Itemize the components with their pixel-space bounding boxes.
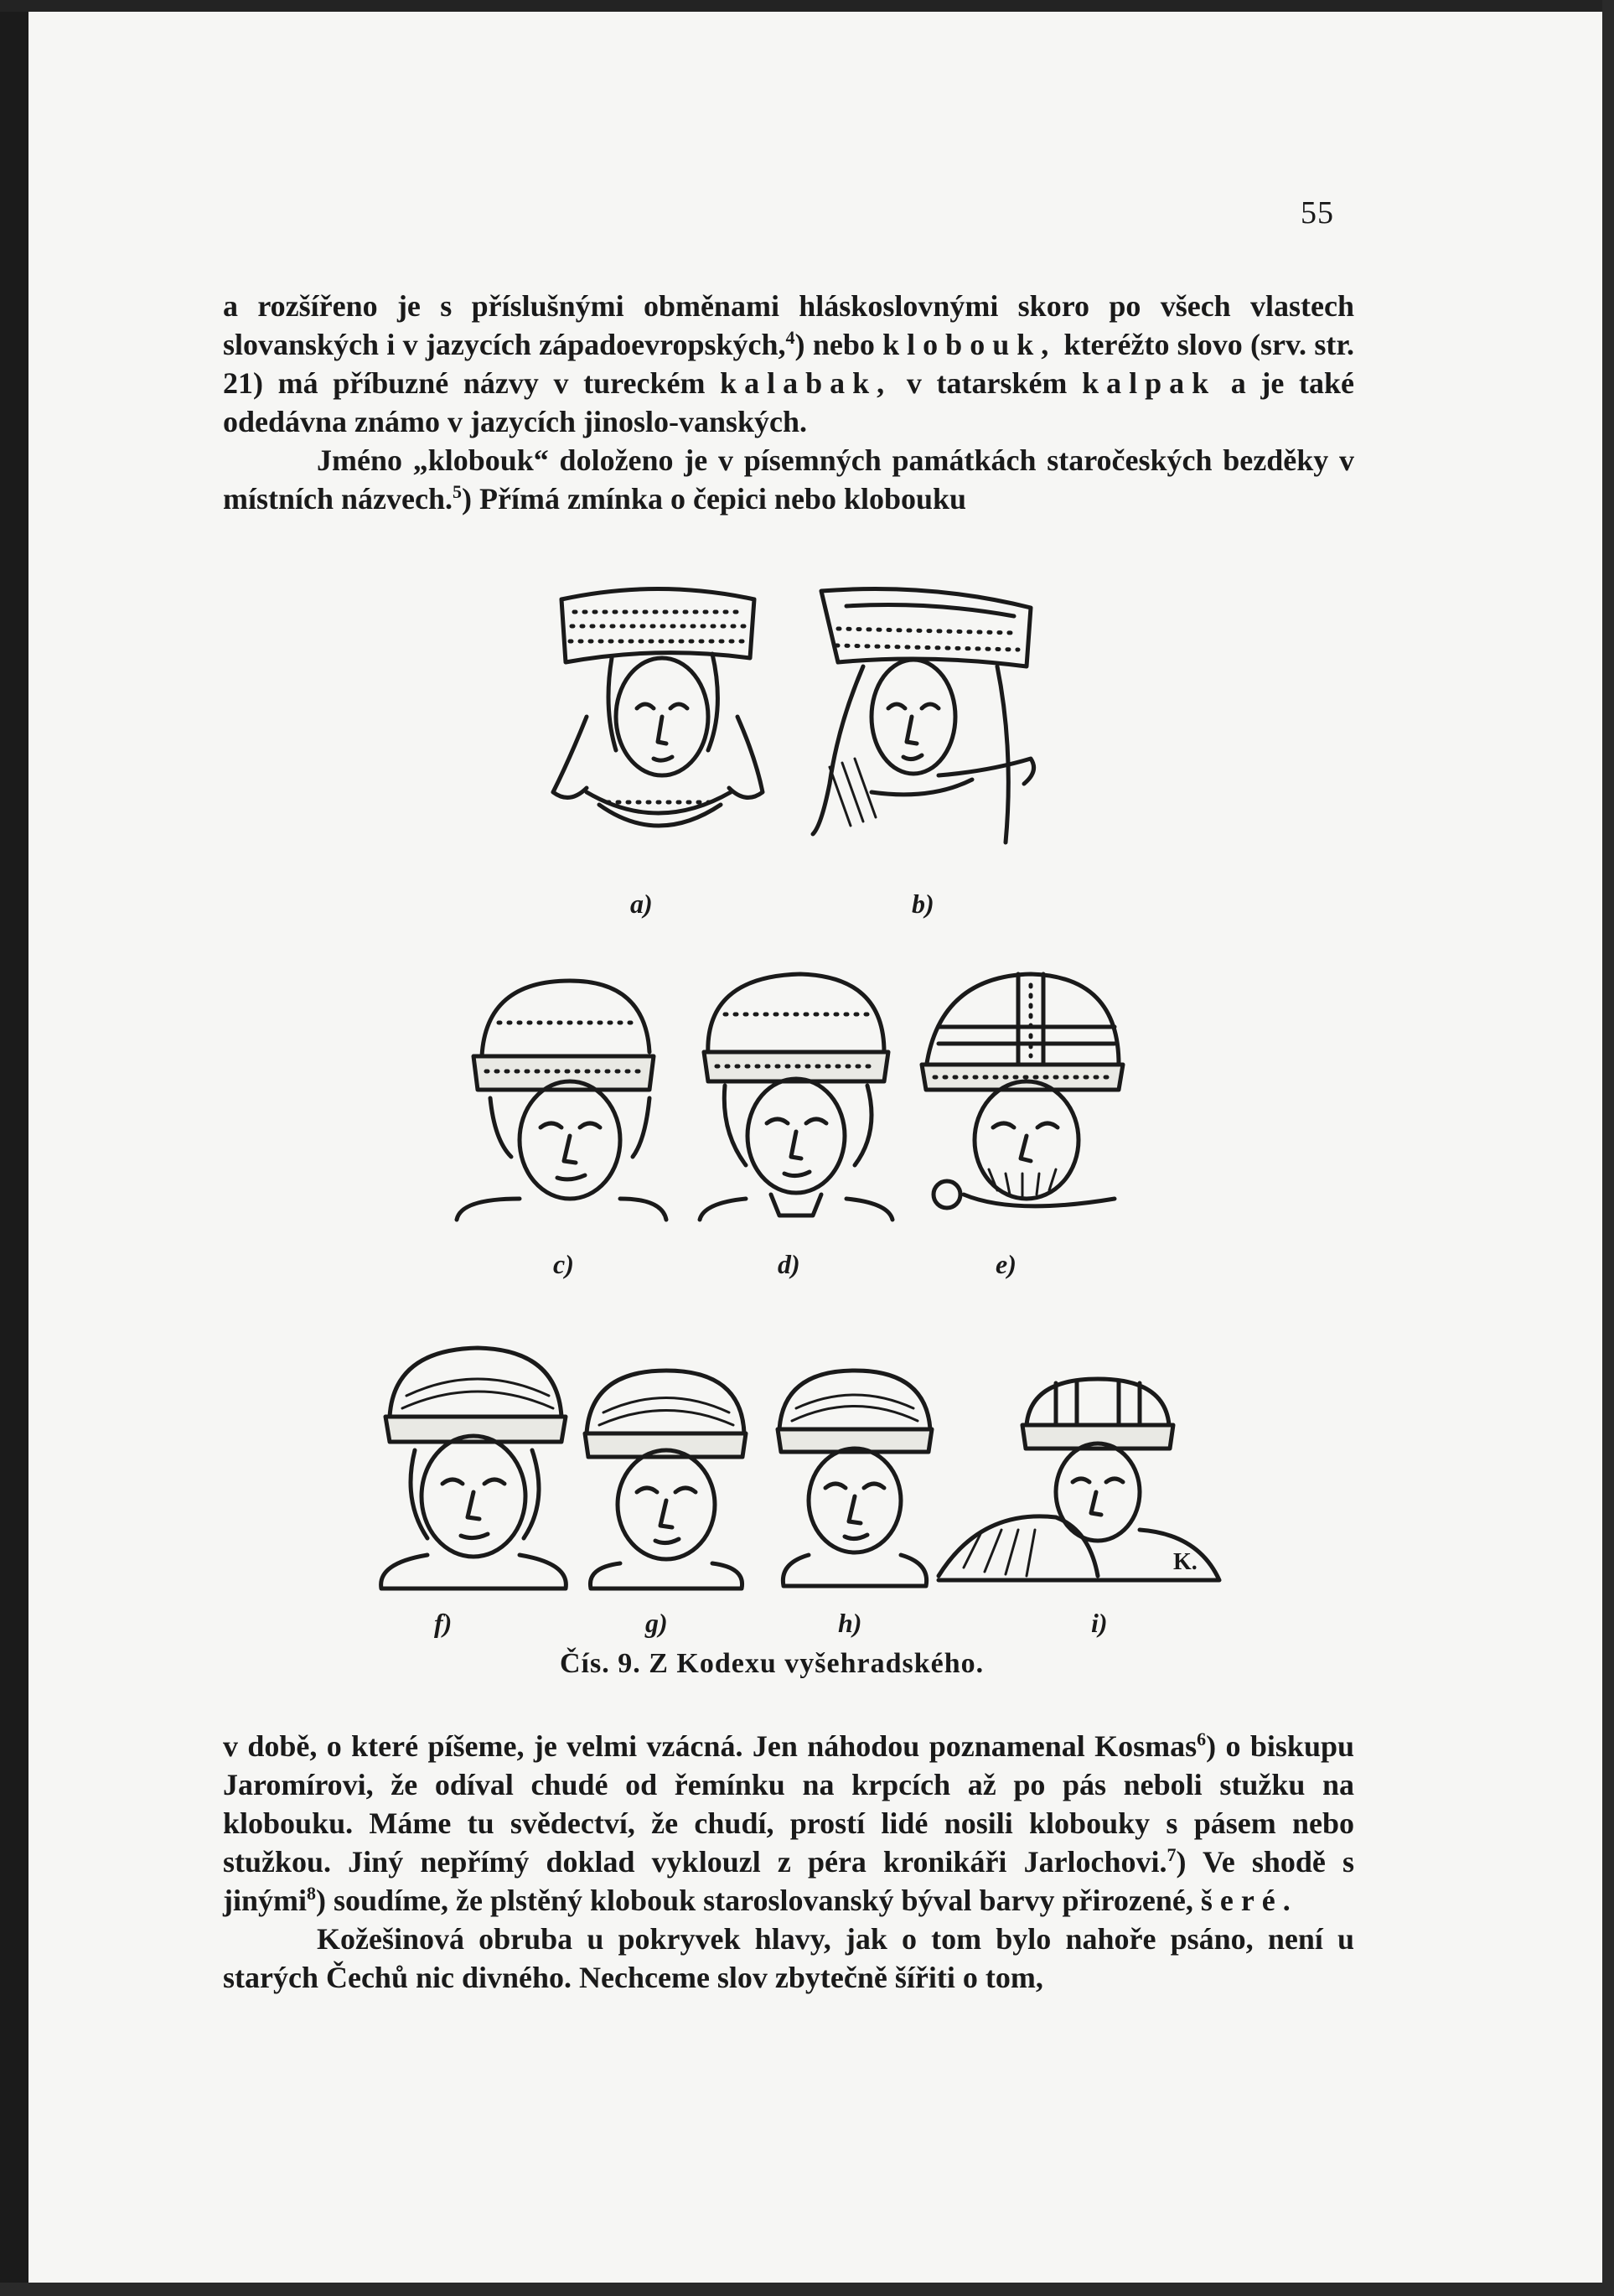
spaced-word: kalabak, xyxy=(720,366,892,400)
scan-bottom-edge xyxy=(0,2283,1614,2296)
text-line: v tatarském xyxy=(906,366,1068,400)
hat-figure-f-drawing xyxy=(369,1341,587,1593)
text-line: Kožešinová obruba u pokryvek hlavy, jak o tom bylo nahoře psáno, xyxy=(317,1922,1254,1956)
text-line: nebo xyxy=(812,328,875,361)
footnote-ref: 5 xyxy=(453,481,462,502)
figure-label-g: g) xyxy=(645,1608,668,1638)
paragraph-origin: a rozšířeno je s příslušnými obměnami hláskoslovnými skoro po všech vlastech slovanských i v jazycích západoevropských,$^4$) nebo klobouk, kteréžto slovo (srv. str. 21) má příbuzné názvy v tureckém kalabak, v tatarském kalpak a je také odedávna známo v jazycích jinoslo-vanských. xyxy=(223,289,1355,438)
paragraph-fur xyxy=(223,1920,1354,1997)
figure-i xyxy=(930,1375,1223,1593)
figure-e xyxy=(913,964,1131,1224)
figure-a xyxy=(536,583,779,851)
figure-g xyxy=(578,1366,754,1593)
figure-label-i: i) xyxy=(1091,1608,1108,1638)
text-line: Ve shodě s jinými xyxy=(223,1845,1355,1917)
page-number: 55 xyxy=(1301,195,1334,231)
text-line: a je také odedávna známo v jazycích jinoslo- xyxy=(223,366,1355,438)
figure-label-h: h) xyxy=(838,1608,862,1638)
scan-right-edge xyxy=(1602,0,1614,2296)
figure-f xyxy=(369,1341,587,1593)
scan-top-edge xyxy=(0,0,1614,12)
spaced-word: šeré. xyxy=(1200,1884,1298,1917)
text-line: Jméno „klobouk“ doloženo je v písemných památkách staročeských xyxy=(317,443,1213,477)
figure-label-b: b) xyxy=(912,889,934,919)
figure-d xyxy=(687,964,905,1224)
figure-label-e: e) xyxy=(996,1249,1017,1279)
footnote-ref: 8 xyxy=(307,1883,317,1904)
text-line: prostí lidé nosili klobouky s pásem nebo stužkou. Jiný nepřímý doklad xyxy=(223,1806,1355,1879)
scan-left-edge xyxy=(0,0,28,2296)
spaced-word: kalpak xyxy=(1082,366,1217,400)
figure-h xyxy=(771,1366,939,1593)
text-line: vyklouzl z péra kronikáři Jarlochovi. xyxy=(651,1845,1167,1879)
hat-figure-g-drawing xyxy=(578,1366,754,1593)
text-line: Přímá zmínka o čepici nebo klobouku xyxy=(479,482,967,516)
text-line: kteréžto slovo (srv. str. 21) má příbuzné názvy v tureckém xyxy=(223,328,1354,400)
text-line: vanských. xyxy=(679,405,808,438)
hat-figure-e-drawing xyxy=(913,964,1131,1224)
figure-b xyxy=(804,583,1048,851)
paragraph-name: Jméno „klobouk“ doloženo je v písemných památkách staročeských bezděky v místních názvech.$^5$) Přímá zmínka o čepici nebo klobouku xyxy=(223,443,1354,516)
text-line: vlastech slovanských i v jazycích západoevropských, xyxy=(223,289,1355,361)
figure-label-a: a) xyxy=(630,889,653,919)
paragraph-kosmas: v době, o které píšeme, je velmi vzácná. Jen náhodou poznamenal Kosmas$^6$) o biskupu Jaromírovi, že odíval chudé od řemínku na krpcích až po pás neboli stužku na klobouku. Máme tu svědectví, že chudí, prostí lidé nosili klobouky s pásem nebo stužkou. Jiný nepřímý doklad vyklouzl z péra kronikáři Jarlochovi.$^7$) Ve shodě s jinými$^8$) soudíme, že plstěný klobouk staroslovanský býval barvy přirozené, šeré. xyxy=(223,1728,1355,1917)
hat-figure-d-drawing xyxy=(687,964,905,1224)
text-line: až po pás neboli stužku na klobouku. Máme tu svědectví, že chudí, xyxy=(223,1768,1355,1840)
footnote-ref: 7 xyxy=(1167,1844,1177,1865)
hat-figure-a-drawing xyxy=(536,583,779,851)
figure-label-d: d) xyxy=(778,1249,800,1279)
footnote-ref: 4 xyxy=(785,327,795,348)
figure-label-c: c) xyxy=(553,1249,574,1279)
spaced-word: klobouk, xyxy=(882,328,1057,361)
hat-figure-c-drawing xyxy=(453,972,670,1224)
artist-signature: K. xyxy=(1173,1549,1198,1575)
figure-c xyxy=(453,972,670,1224)
hat-figure-h-drawing xyxy=(771,1366,939,1593)
text-line: není u starých Čechů nic divného. Nechceme slov zbytečně šířiti o tom, xyxy=(223,1922,1355,1994)
text-line: v době, o které píšeme, je velmi vzácná. Jen náhodou poznamenal xyxy=(223,1729,1085,1763)
bottom-paragraphs xyxy=(223,1727,1354,1997)
text-line: Kosmas xyxy=(1094,1729,1198,1763)
text-line: bezděky v místních názvech. xyxy=(223,443,1354,516)
top-paragraphs xyxy=(223,287,1354,518)
text-line: o biskupu Jaromírovi, že odíval chudé od řemínku na krpcích xyxy=(223,1729,1355,1801)
figure-label-f: f) xyxy=(434,1608,453,1638)
text-line: a rozšířeno je s příslušnými obměnami hláskoslovnými skoro po všech xyxy=(223,289,1231,323)
hat-figure-b-drawing xyxy=(804,583,1048,851)
footnote-ref: 6 xyxy=(1197,1728,1207,1749)
figure-caption: Čís. 9. Z Kodexu vyšehradského. xyxy=(560,1648,985,1679)
text-line: že plstěný klobouk staroslovanský býval barvy přirozené, xyxy=(456,1884,1193,1917)
text-line: soudíme, xyxy=(334,1884,449,1917)
